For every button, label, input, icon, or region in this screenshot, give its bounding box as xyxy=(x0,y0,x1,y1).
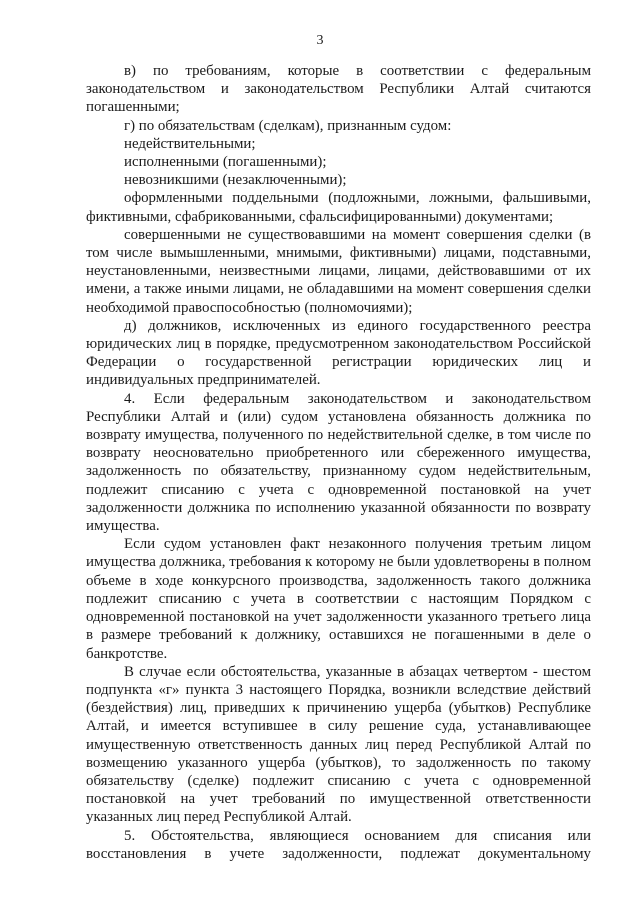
paragraph: оформленными поддельными (подложными, ложными, фальшивыми, фиктивными, сфабрикованными, сфальсифицированными) документами; xyxy=(86,190,591,225)
paragraph: недействительными; xyxy=(124,135,256,152)
paragraph: 5. Обстоятельства, являющиеся основанием для списания или восстановления в учете задолженности, подлежат документальному xyxy=(86,827,591,862)
page-number: 3 xyxy=(316,33,324,48)
paragraph: г) по обязательствам (сделкам), признанным судом: xyxy=(124,117,452,134)
paragraph: д) должников, исключенных из единого государственного реестра юридических лиц в порядке, предусмотренном законодательством Российской Федерации о государственной регистрации юридических лиц и индивидуальных предпринимателей. xyxy=(86,317,591,389)
paragraph: исполненными (погашенными); xyxy=(124,154,327,171)
paragraph: в) по требованиям, которые в соответствии с федеральным законодательством и законодательством Республики Алтай считаются погашенными; xyxy=(86,63,591,116)
document-body xyxy=(86,62,591,863)
paragraph: совершенными не существовавшими на момент совершения сделки (в том числе вымышленными, мнимыми, фиктивными) лицами, подставными, неустановленными, неизвестными лицами, лицами, действовавшими от их имени, а также иными лицами, не обладавшими на момент совершения сделки необходимой правоспособностью (полномочиями); xyxy=(86,226,591,316)
paragraph: 4. Если федеральным законодательством и законодательством Республики Алтай и (или) судом установлена обязанность должника по возврату имущества, полученного по недействительной сделке, в том числе по возврату неосновательно приобретенного или сбереженного имущества, задолженность по обязательству, признанному судом недействительным, подлежит списанию с учета с одновременной постановкой на учет задолженности должника по исполнению указанной обязанности по возврату имущества. xyxy=(86,390,591,535)
paragraph: В случае если обстоятельства, указанные в абзацах четвертом - шестом подпункта «г» пункта 3 настоящего Порядка, возникли вследствие действий (бездействия) лиц, приведших к причинению ущерба (убытков) Республике Алтай, и имеется вступившее в силу решение суда, устанавливающее имущественную ответственность данных лиц перед Республикой Алтай по возмещению указанного ущерба (убытков), то задолженность по такому обязательству (сделке) подлежит списанию с учета с одновременной постановкой на учет требований по имущественной ответственности указанных лиц перед Республикой Алтай. xyxy=(86,663,591,826)
paragraph: Если судом установлен факт незаконного получения третьим лицом имущества должника, требования к которому не были удовлетворены в полном объеме в ходе конкурсного производства, задолженность такого должника подлежит списанию с учета в соответствии с настоящим Порядком с одновременной постановкой на учет задолженности указанного третьего лица в размере требований к должнику, оставшихся не погашенными в деле о банкротстве. xyxy=(86,536,591,662)
paragraph: невозникшими (незаключенными); xyxy=(124,172,347,189)
